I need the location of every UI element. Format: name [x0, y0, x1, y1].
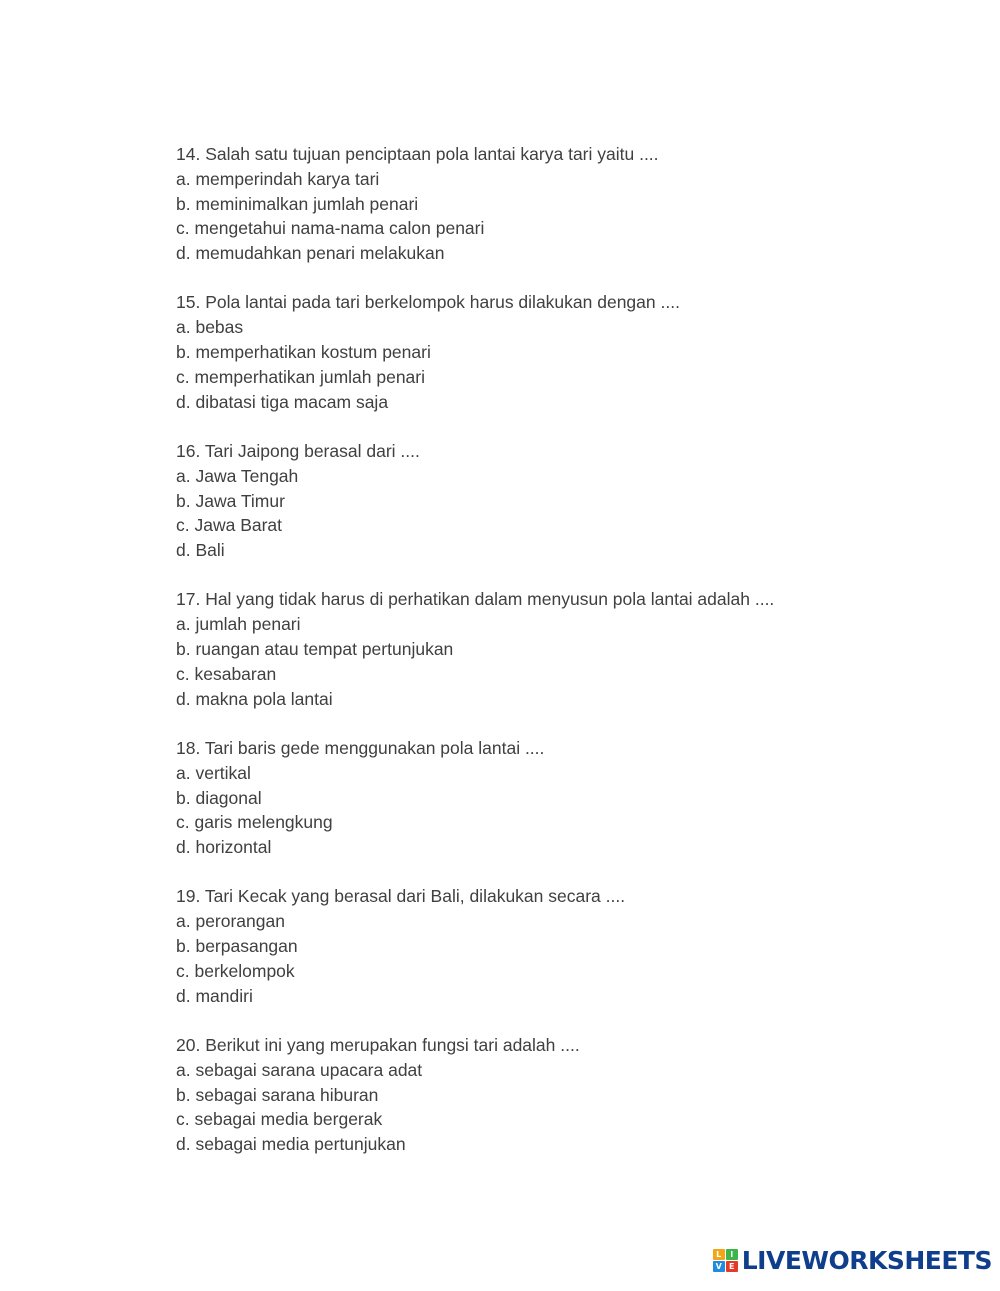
option-a: a. jumlah penari — [176, 614, 301, 635]
option-b: b. sebagai sarana hiburan — [176, 1084, 379, 1105]
liveworksheets-brand[interactable] — [713, 1246, 992, 1275]
question-15 — [176, 290, 956, 414]
option-d: d. horizontal — [176, 837, 272, 858]
option-a: a. bebas — [176, 317, 244, 338]
question-17 — [176, 587, 956, 711]
option-c: c. memperhatikan jumlah penari — [176, 366, 426, 387]
option-a: a. perorangan — [176, 911, 285, 932]
option-d: d. makna pola lantai — [176, 688, 333, 709]
logo-tile-e: E — [726, 1261, 738, 1272]
option-a: a. sebagai sarana upacara adat — [176, 1059, 423, 1080]
liveworksheets-logo-icon — [713, 1249, 738, 1272]
option-d: d. Bali — [176, 540, 225, 561]
option-c: c. berkelompok — [176, 960, 295, 981]
option-a: a. vertikal — [176, 762, 251, 783]
option-b: b. berpasangan — [176, 936, 298, 957]
option-b: b. Jawa Timur — [176, 490, 285, 511]
logo-tile-v: V — [713, 1261, 725, 1272]
question-16 — [176, 439, 956, 563]
question-stem: 20. Berikut ini yang merupakan fungsi tari adalah .... — [176, 1034, 580, 1055]
option-a: a. Jawa Tengah — [176, 465, 299, 486]
question-stem: 15. Pola lantai pada tari berkelompok harus dilakukan dengan .... — [176, 292, 680, 313]
option-d: d. memudahkan penari melakukan — [176, 243, 445, 264]
question-stem: 19. Tari Kecak yang berasal dari Bali, dilakukan secara .... — [176, 886, 626, 907]
option-c: c. garis melengkung — [176, 812, 333, 833]
question-stem: 14. Salah satu tujuan penciptaan pola lantai karya tari yaitu .... — [176, 144, 659, 164]
question-20 — [176, 1033, 956, 1157]
option-b: b. diagonal — [176, 787, 262, 808]
option-b: b. meminimalkan jumlah penari — [176, 193, 419, 214]
question-stem: 18. Tari baris gede menggunakan pola lantai .... — [176, 737, 545, 758]
option-d: d. sebagai media pertunjukan — [176, 1134, 406, 1155]
option-a: a. memperindah karya tari — [176, 168, 380, 189]
question-18 — [176, 736, 956, 860]
option-c: c. mengetahui nama-nama calon penari — [176, 218, 485, 239]
option-c: c. sebagai media bergerak — [176, 1109, 383, 1130]
question-stem: 17. Hal yang tidak harus di perhatikan dalam menyusun pola lantai adalah .... — [176, 589, 775, 610]
option-b: b. ruangan atau tempat pertunjukan — [176, 639, 454, 660]
option-d: d. dibatasi tiga macam saja — [176, 391, 389, 412]
question-19 — [176, 884, 956, 1008]
worksheet — [176, 142, 956, 1181]
brand-name: LIVEWORKSHEETS — [741, 1246, 992, 1275]
question-14 — [176, 142, 956, 266]
logo-tile-i: I — [726, 1249, 738, 1260]
option-d: d. mandiri — [176, 985, 253, 1006]
option-c: c. Jawa Barat — [176, 515, 283, 536]
logo-tile-l: L — [713, 1249, 725, 1260]
option-c: c. kesabaran — [176, 663, 277, 684]
question-stem: 16. Tari Jaipong berasal dari .... — [176, 440, 420, 461]
option-b: b. memperhatikan kostum penari — [176, 342, 431, 363]
